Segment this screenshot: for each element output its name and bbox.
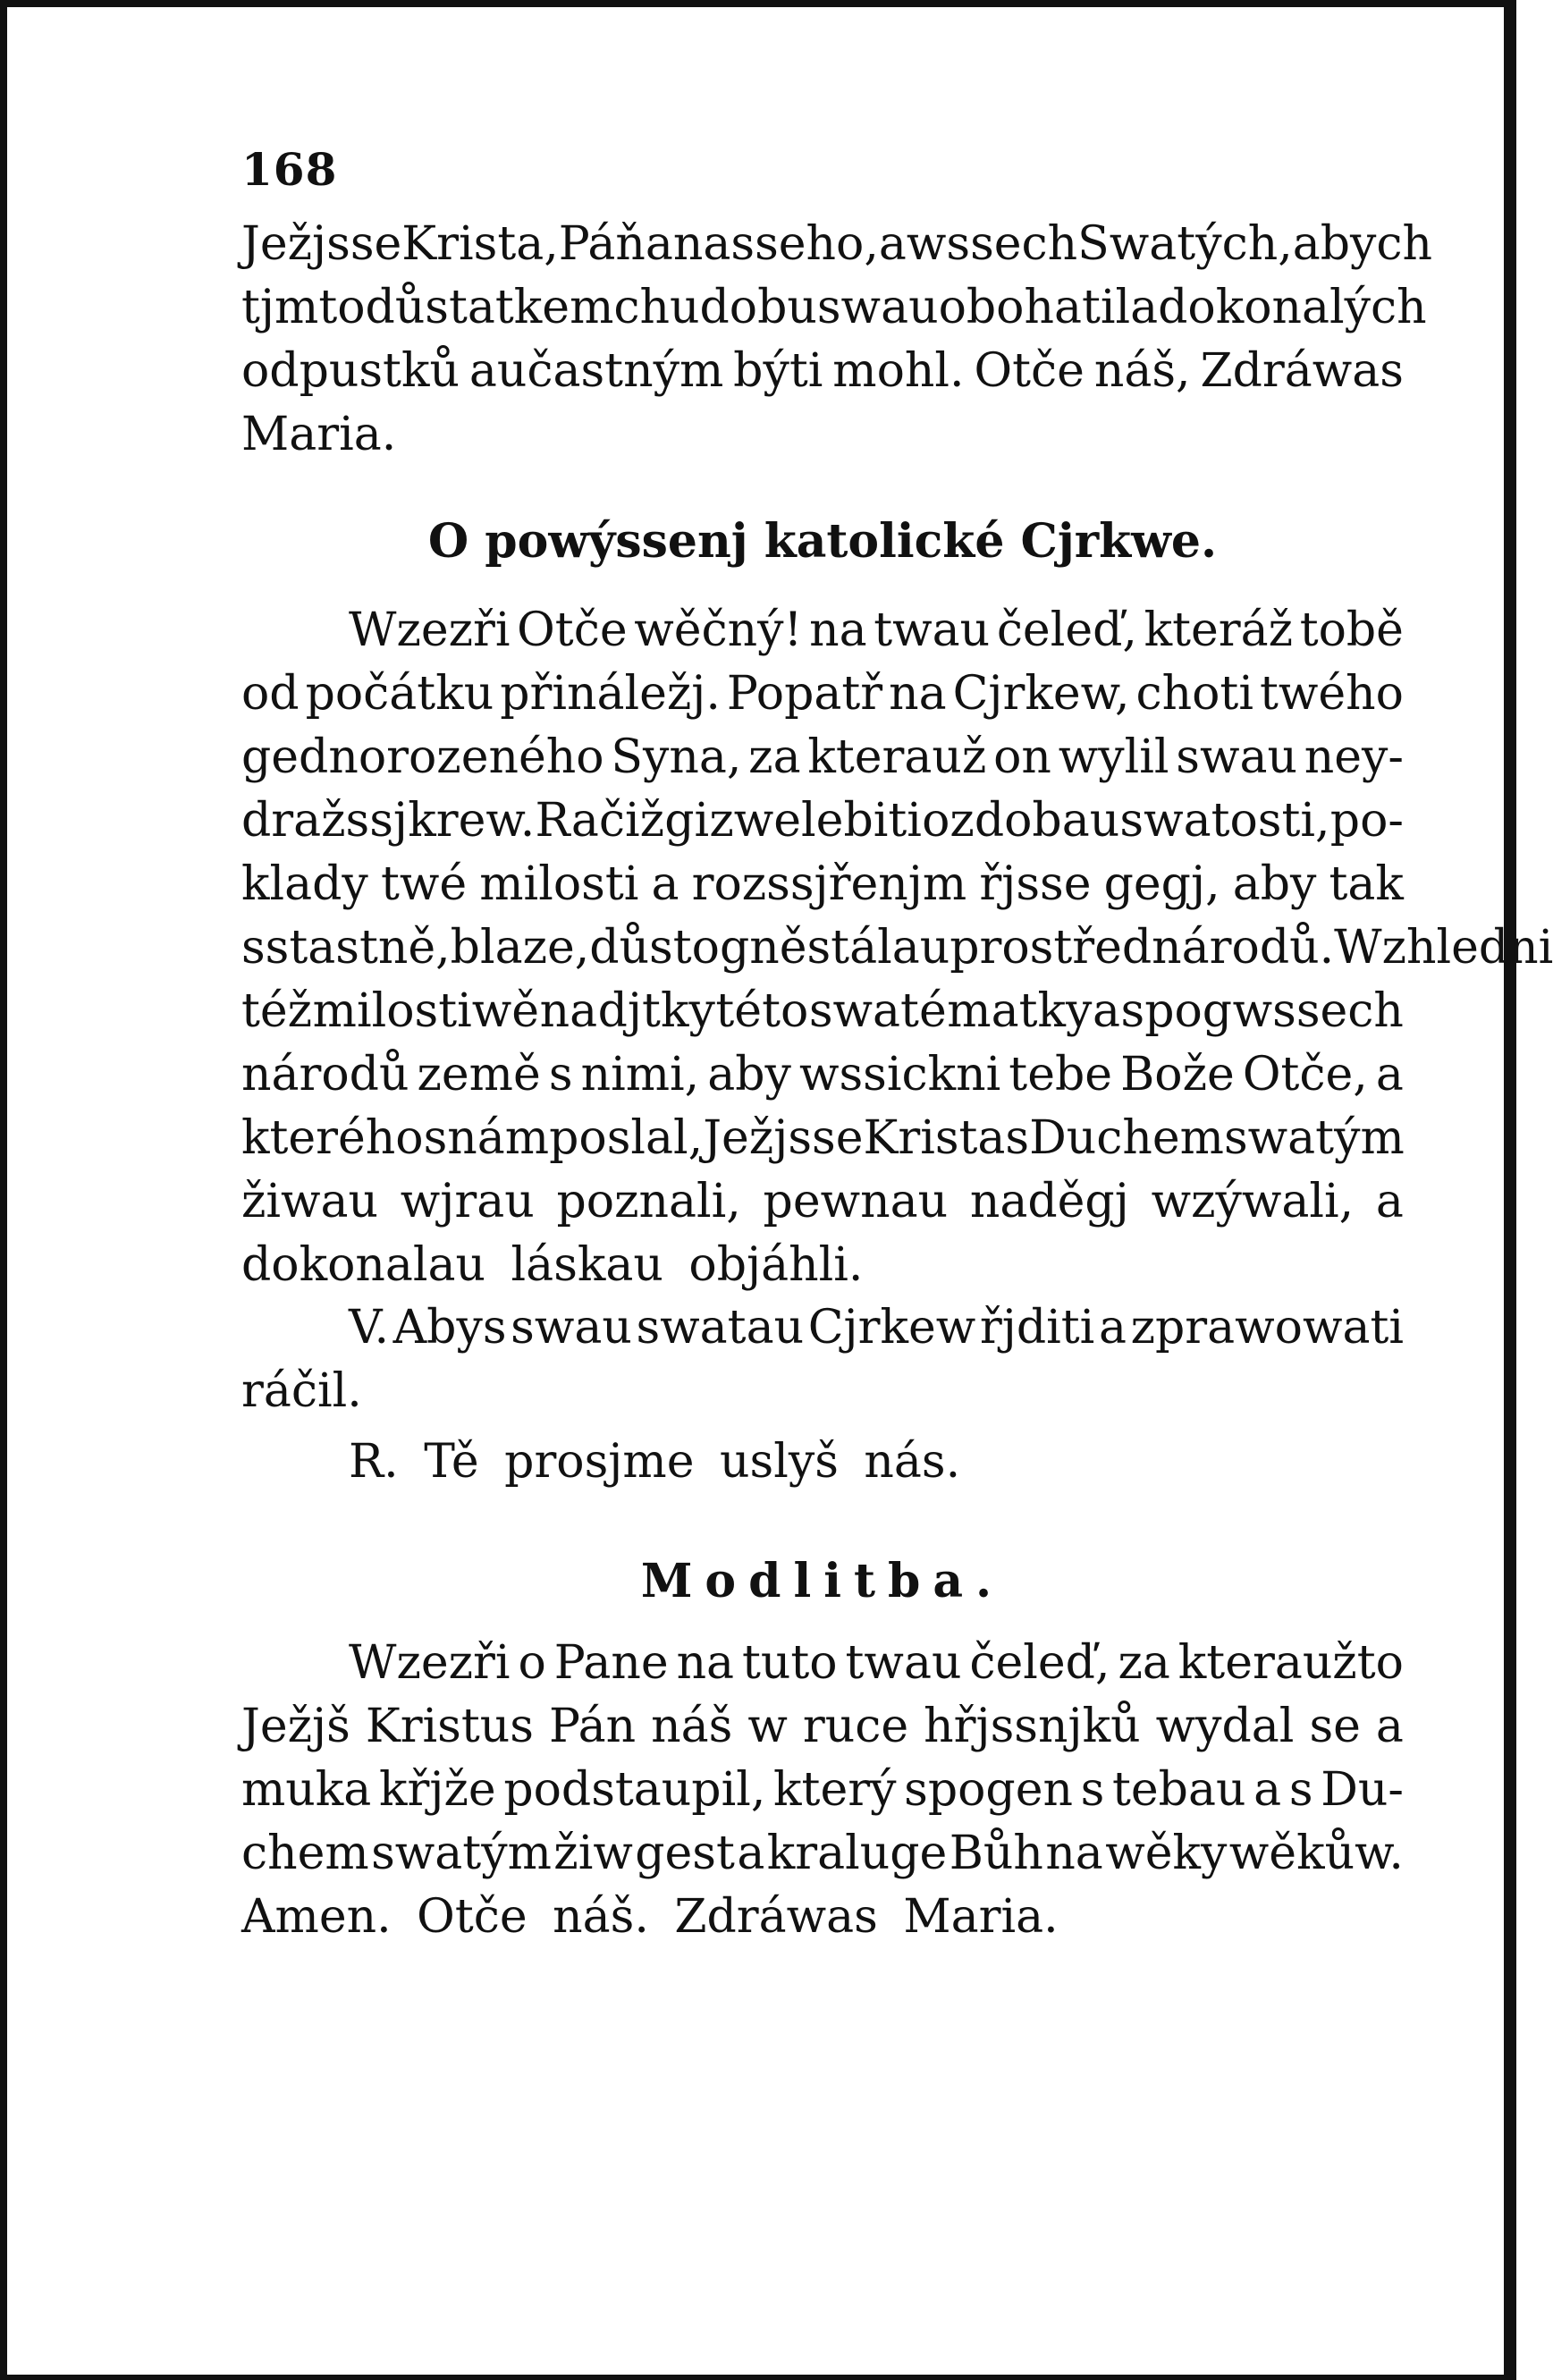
word: náš [651,1700,733,1753]
word: swatosti, [1119,794,1330,848]
word: řjsse [979,857,1092,911]
word: tjmto [241,281,366,334]
word: a [651,857,679,911]
word: milostiwě [312,984,540,1038]
word: Bože [1120,1048,1235,1101]
word: který [773,1763,897,1817]
versicle [241,1296,1404,1423]
word: poznali, [556,1175,741,1228]
word: tobě [1299,603,1404,657]
word: o [518,1636,546,1690]
word: Račiž [535,794,664,848]
word: krew. [408,794,536,848]
word: twého [1259,667,1404,721]
text-line: ráčil. [241,1364,362,1418]
text-line [241,340,1404,403]
word: ozdobau [922,794,1120,848]
word: milosti [479,857,639,911]
word: swau [1176,730,1297,784]
word: w [747,1700,788,1753]
word: twau [845,1636,962,1690]
word: spog [1120,984,1233,1038]
word: počátku [305,667,494,721]
word: Cjrkew [807,1301,976,1355]
word: národů. [1152,921,1335,975]
text-line: R. Tě prosjme uslyš nás. [349,1435,961,1489]
text-line [241,789,1404,853]
word: V. [349,1301,389,1355]
word: kterauž [807,730,987,784]
word: aby [707,1048,791,1101]
word: řjditi [979,1301,1095,1355]
word: Popatř [726,667,883,721]
word: Krista, [401,217,559,271]
word: tak [1329,857,1404,911]
word: Kristus [365,1700,534,1753]
word: wzýwali, [1151,1175,1355,1228]
word: dražssj [241,794,409,848]
word: Ježjsse [241,217,402,271]
word: nám [447,1111,550,1165]
word: u [919,921,950,975]
word: Cjrkew, [952,667,1130,721]
word: swatau [636,1301,805,1355]
word: ney- [1304,730,1404,784]
word: poslal, [549,1111,704,1165]
word: gest [635,1827,735,1880]
word: odpustků [241,344,460,398]
word: wssickni [798,1048,1001,1101]
word: tebe [1009,1048,1113,1101]
word: rozssjřenjm [691,857,967,911]
word: gednorozeného [241,730,604,784]
word: tebau [1112,1763,1246,1817]
word: mohl. [832,344,965,398]
word: aby [1232,857,1317,911]
word: ruce [802,1700,909,1753]
word: Abys [392,1301,507,1355]
word: Duchem [1029,1111,1224,1165]
word: pewnau [763,1175,949,1228]
intro-paragraph [241,213,1433,467]
word: on [993,730,1051,784]
word: a [1092,984,1120,1038]
word: kteréhos [241,1111,448,1165]
word: Ježjsse [703,1111,864,1165]
text-line [241,1822,1404,1886]
word: za [1118,1636,1170,1690]
word: abych [1292,217,1433,271]
word: blaze, [450,921,590,975]
text-line: Amen. Otče náš. Zdráwas Maria. [241,1890,1059,1944]
word: na [809,603,867,657]
word: s [548,1048,573,1101]
word: Pane [553,1636,669,1690]
word: stála [806,921,920,975]
word: přináležj. [500,667,721,721]
word: twau [874,603,991,657]
word: wylil [1058,730,1169,784]
text-line [241,1632,1404,1695]
text-line: dokonalau láskau objáhli. [241,1238,864,1292]
word: hřjssnjků [924,1700,1141,1753]
word: důstatkem [365,281,614,334]
word: na [1045,1827,1103,1880]
word: wěkůw. [1228,1827,1404,1880]
word: Pán [548,1700,637,1753]
word: od [241,667,300,721]
word: swau [816,281,939,334]
word: wěčný! [634,603,803,657]
word: gi [664,794,710,848]
word: národů [241,1048,409,1101]
section-paragraph [241,599,1553,1297]
word: dokonalých [1158,281,1427,334]
word: wěky [1105,1827,1228,1880]
word: zprawowati [1130,1301,1404,1355]
text-line [241,726,1404,789]
word: za [748,730,801,784]
section-heading: O powýssenj katolické Cjrkwe. [427,514,1218,569]
word: nimi, [580,1048,700,1101]
word: a [1375,1175,1404,1228]
word: wjrau [400,1175,535,1228]
word: djtky [597,984,715,1038]
word: muka [241,1763,372,1817]
text-line [241,1759,1404,1822]
word: se [1309,1700,1361,1753]
word: kteráž [1144,603,1294,657]
word: nasseho, [672,217,879,271]
word: wssech [906,217,1078,271]
word: zwelebiti [709,794,922,848]
word: a [1375,1700,1404,1753]
word: wssech [1232,984,1404,1038]
word: Wzezři [349,603,511,657]
word: kraluge [766,1827,948,1880]
response [241,1431,1404,1494]
word: a [737,1827,765,1880]
word: tuto [742,1636,838,1690]
word: chem [241,1827,369,1880]
word: s [1288,1763,1313,1817]
word: swau [511,1301,632,1355]
word: prostřed [950,921,1152,975]
word: swaté [808,984,947,1038]
word: Wzezři [349,1636,511,1690]
text-line [241,853,1404,916]
word: s [1005,1111,1030,1165]
word: klady [241,857,368,911]
word: na [889,667,947,721]
word: důstogně [589,921,807,975]
text-line [241,1296,1404,1360]
word: křjže [378,1763,496,1817]
word: žiwau [241,1175,379,1228]
word: chudobu [613,281,817,334]
text-line [241,1043,1404,1107]
word: a [1130,281,1159,334]
word: matky [947,984,1093,1038]
word: Otče, [1242,1048,1368,1101]
word: gegj, [1103,857,1220,911]
word: obohatil [938,281,1131,334]
text-line [241,276,1427,340]
word: naděgj [969,1175,1129,1228]
word: na [676,1636,735,1690]
word: po- [1329,794,1404,848]
prayer-heading: Modlitba. [640,1554,1005,1608]
word: Du- [1321,1763,1404,1817]
word: Zdráwas [1200,344,1404,398]
word: této [715,984,809,1038]
word: čeleď, [969,1636,1110,1690]
text-line [241,1107,1404,1170]
text-line [241,599,1404,663]
word: swatým [371,1827,552,1880]
word: kteraužto [1177,1636,1404,1690]
word: choti [1135,667,1253,721]
text-line [241,980,1404,1043]
word: Swatých, [1077,217,1293,271]
page-number: 168 [241,143,338,196]
word: Otče [974,344,1085,398]
word: Bůh [949,1827,1043,1880]
text-line [241,1695,1404,1759]
text-line [241,916,1553,980]
word: žiw [553,1827,633,1880]
word: čeleď, [996,603,1137,657]
word: sstastně, [241,921,451,975]
word: Ježjš [241,1700,350,1753]
word: býti [733,344,823,398]
word: aučastným [468,344,724,398]
word: a [1098,1301,1127,1355]
word: též [241,984,313,1038]
word: země [417,1048,541,1101]
text-line [241,1170,1404,1234]
text-line [241,213,1433,276]
word: a [878,217,907,271]
text-line [241,663,1404,726]
word: podstaupil, [503,1763,766,1817]
word: spogen [904,1763,1073,1817]
text-line: Maria. [241,408,397,461]
word: Krista [863,1111,1006,1165]
word: a [1375,1048,1404,1101]
word: Otče [517,603,628,657]
word: a [1253,1763,1282,1817]
word: swatým [1223,1111,1405,1165]
word: Wzhledni [1334,921,1553,975]
word: wydal [1155,1700,1295,1753]
word: Syna, [611,730,742,784]
word: náš, [1093,344,1191,398]
prayer-paragraph [241,1632,1404,1949]
word: Páňa [558,217,673,271]
word: s [1080,1763,1105,1817]
word: twé [380,857,468,911]
word: na [539,984,598,1038]
